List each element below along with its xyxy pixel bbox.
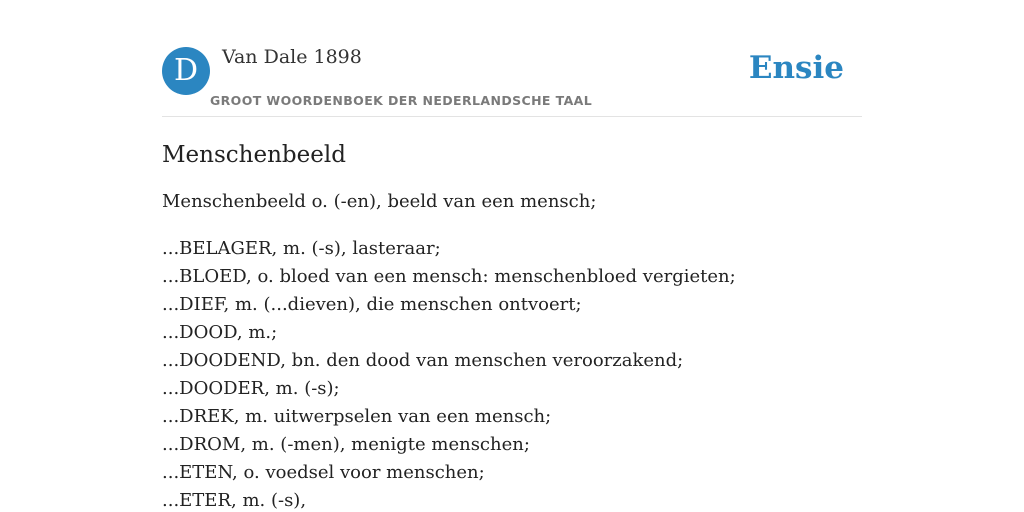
subentry-item: ...DROM, m. (-men), menigte menschen; — [162, 434, 530, 455]
subentry-item: ...DOOD, m.; — [162, 322, 278, 343]
subentry-item: ...DIEF, m. (...dieven), die menschen ontvoert; — [162, 294, 582, 315]
subentry-item: ...DOODER, m. (-s); — [162, 378, 340, 399]
subentry-item: ...DOODEND, bn. den dood van menschen veroorzakend; — [162, 350, 684, 371]
subentry-item: ...ETEN, o. voedsel voor menschen; — [162, 462, 485, 483]
subentry-item: ...DREK, m. uitwerpselen van een mensch; — [162, 406, 552, 427]
dictionary-title[interactable]: Van Dale 1898 — [222, 46, 362, 68]
subentry-item: ...BELAGER, m. (-s), lasteraar; — [162, 238, 441, 259]
page-header — [162, 46, 862, 117]
entry-definition: Menschenbeeld o. (-en), beeld van een mensch; — [162, 191, 597, 212]
entry-content — [162, 138, 862, 512]
ensie-logo[interactable]: Ensie — [748, 50, 844, 86]
dictionary-logo[interactable]: D — [162, 47, 210, 95]
subentry-item: ...ETER, m. (-s), — [162, 490, 307, 511]
subentry-item: ...BLOED, o. bloed van een mensch: menschenbloed vergieten; — [162, 266, 736, 287]
entry-title: Menschenbeeld — [162, 142, 346, 168]
dictionary-subtitle: GROOT WOORDENBOEK DER NEDERLANDSCHE TAAL — [210, 93, 593, 108]
subentry-list — [162, 235, 862, 512]
